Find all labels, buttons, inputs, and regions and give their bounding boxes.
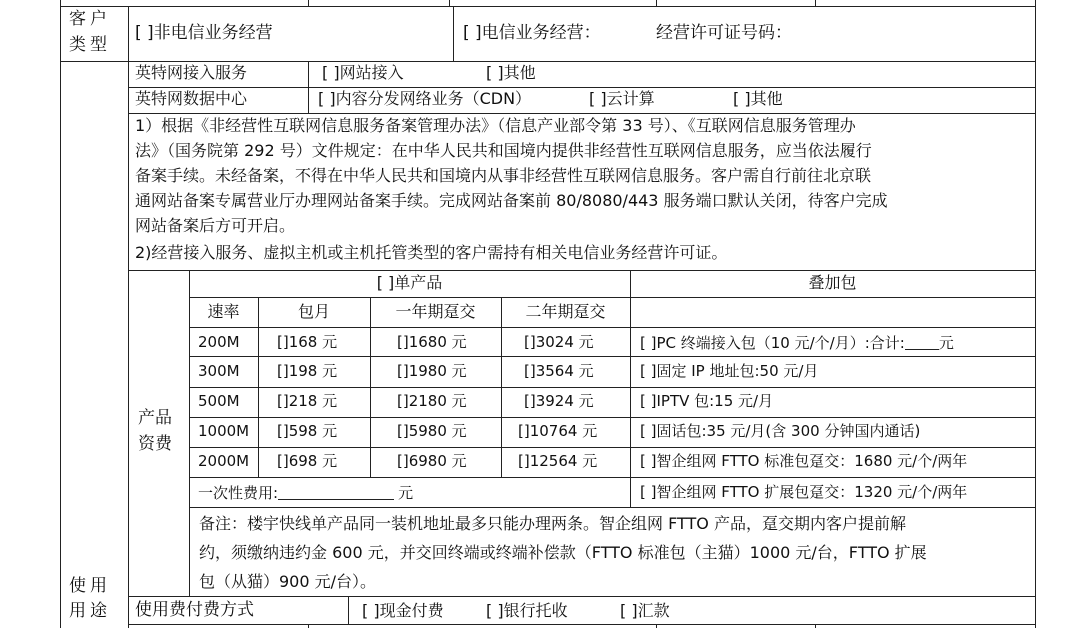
monthly-price-option[interactable]: []218 元 (277, 392, 338, 410)
two-year-price-option[interactable]: []3564 元 (524, 362, 594, 380)
single-product-header[interactable]: [ ]单产品 (376, 273, 443, 292)
note-line: 1）根据《非经营性互联网信息服务备案管理办法》（信息产业部令第 33 号）、《互联网信息服务管理办 (135, 116, 856, 135)
note-line: 法》（国务院第 292 号）文件规定：在中华人民共和国境内提供非经营性互联网信息服务，应当依法履行 (135, 141, 872, 160)
remark-line: 包（从猫）900 元/台）。 (199, 572, 377, 591)
rate-cell: 500M (198, 392, 240, 410)
cdn-checkbox[interactable]: [ ]内容分发网络业务（CDN） (318, 89, 532, 108)
internet-access-label: 英特网接入服务 (135, 63, 248, 82)
one-time-fee-blank[interactable] (278, 485, 394, 500)
note-line: 通网站备案专属营业厅办理网站备案手续。完成网站备案前 80/8080/443 服务端口默认关闭，待客户完成 (135, 191, 888, 210)
monthly-price-option[interactable]: []168 元 (277, 333, 338, 351)
customer-type-label-1: 客户 (69, 9, 111, 29)
addon-total-unit: 元 (938, 334, 954, 352)
addon-total-blank[interactable] (905, 335, 939, 350)
column-header-two-year: 二年期趸交 (525, 302, 606, 321)
addon-fixed-ip-option[interactable]: [ ]固定 IP 地址包:50 元/月 (640, 362, 819, 380)
one-time-fee-label: 一次性费用: (198, 484, 279, 502)
column-header-monthly: 包月 (297, 302, 330, 321)
cloud-checkbox[interactable]: [ ]云计算 (589, 89, 655, 108)
bank-collection-checkbox[interactable]: [ ]银行托收 (486, 601, 568, 620)
cash-payment-checkbox[interactable]: [ ]现金付费 (362, 601, 444, 620)
rate-cell: 300M (198, 362, 240, 380)
rate-cell: 2000M (198, 452, 250, 470)
monthly-price-option[interactable]: []198 元 (277, 362, 338, 380)
usage-label-2: 用途 (69, 601, 111, 621)
product-fee-label-2: 资费 (138, 434, 172, 454)
payment-method-label: 使用费付费方式 (135, 600, 254, 620)
addon-ftto-extension-option[interactable]: [ ]智企组网 FTTO 扩展包趸交：1320 元/个/两年 (640, 483, 968, 501)
addon-landline-option[interactable]: [ ]固话包:35 元/月(含 300 分钟国内通话) (640, 422, 921, 440)
usage-label-1: 使用 (69, 576, 111, 596)
two-year-price-option[interactable]: []3924 元 (524, 392, 594, 410)
addon-label: [ ]PC 终端接入包（10 元/个/月）:合计: (640, 334, 905, 352)
dc-other-checkbox[interactable]: [ ]其他 (733, 89, 783, 108)
monthly-price-option[interactable]: []698 元 (277, 452, 338, 470)
one-time-fee-unit: 元 (398, 484, 414, 502)
note-line: 备案手续。未经备案，不得在中华人民共和国境内从事非经营性互联网信息服务。客户需自行前往北京联 (135, 166, 872, 185)
column-header-one-year: 一年期趸交 (395, 302, 476, 321)
telecom-checkbox[interactable]: [ ]电信业务经营： (463, 23, 601, 43)
two-year-price-option[interactable]: []10764 元 (518, 422, 598, 440)
one-year-price-option[interactable]: []2180 元 (397, 392, 467, 410)
one-year-price-option[interactable]: []1680 元 (397, 333, 467, 351)
remittance-checkbox[interactable]: [ ]汇款 (620, 601, 670, 620)
addon-header: 叠加包 (808, 273, 857, 292)
rate-cell: 1000M (198, 422, 250, 440)
column-header-rate: 速率 (207, 302, 240, 321)
remark-line: 备注：楼宇快线单产品同一装机地址最多只能办理两条。智企组网 FTTO 产品，趸交期内客户提前解 (199, 514, 906, 533)
rate-cell: 200M (198, 333, 240, 351)
addon-iptv-option[interactable]: [ ]IPTV 包:15 元/月 (640, 392, 774, 410)
monthly-price-option[interactable]: []598 元 (277, 422, 338, 440)
remark-line: 约，须缴纳违约金 600 元，并交回终端或终端补偿款（FTTO 标准包（主猫）1000 元/台，FTTO 扩展 (199, 543, 927, 562)
one-year-price-option[interactable]: []5980 元 (397, 422, 467, 440)
customer-type-label-2: 类型 (69, 35, 111, 55)
note-line: 网站备案后方可开启。 (135, 216, 296, 235)
website-access-checkbox[interactable]: [ ]网站接入 (322, 63, 404, 82)
note-line: 2)经营接入服务、虚拟主机或主机托管类型的客户需持有相关电信业务经营许可证。 (135, 243, 728, 262)
one-year-price-option[interactable]: []6980 元 (397, 452, 467, 470)
product-fee-label-1: 产品 (138, 408, 172, 428)
addon-pc-terminal-option[interactable] (640, 335, 954, 351)
one-year-price-option[interactable]: []1980 元 (397, 362, 467, 380)
two-year-price-option[interactable]: []3024 元 (524, 333, 594, 351)
addon-ftto-standard-option[interactable]: [ ]智企组网 FTTO 标准包趸交：1680 元/个/两年 (640, 452, 968, 470)
access-other-checkbox[interactable]: [ ]其他 (486, 63, 536, 82)
internet-dc-label: 英特网数据中心 (135, 89, 248, 108)
license-number-label: 经营许可证号码： (656, 23, 792, 43)
two-year-price-option[interactable]: []12564 元 (518, 452, 598, 470)
non-telecom-checkbox[interactable]: [ ]非电信业务经营 (135, 23, 273, 43)
one-time-fee (198, 485, 413, 501)
